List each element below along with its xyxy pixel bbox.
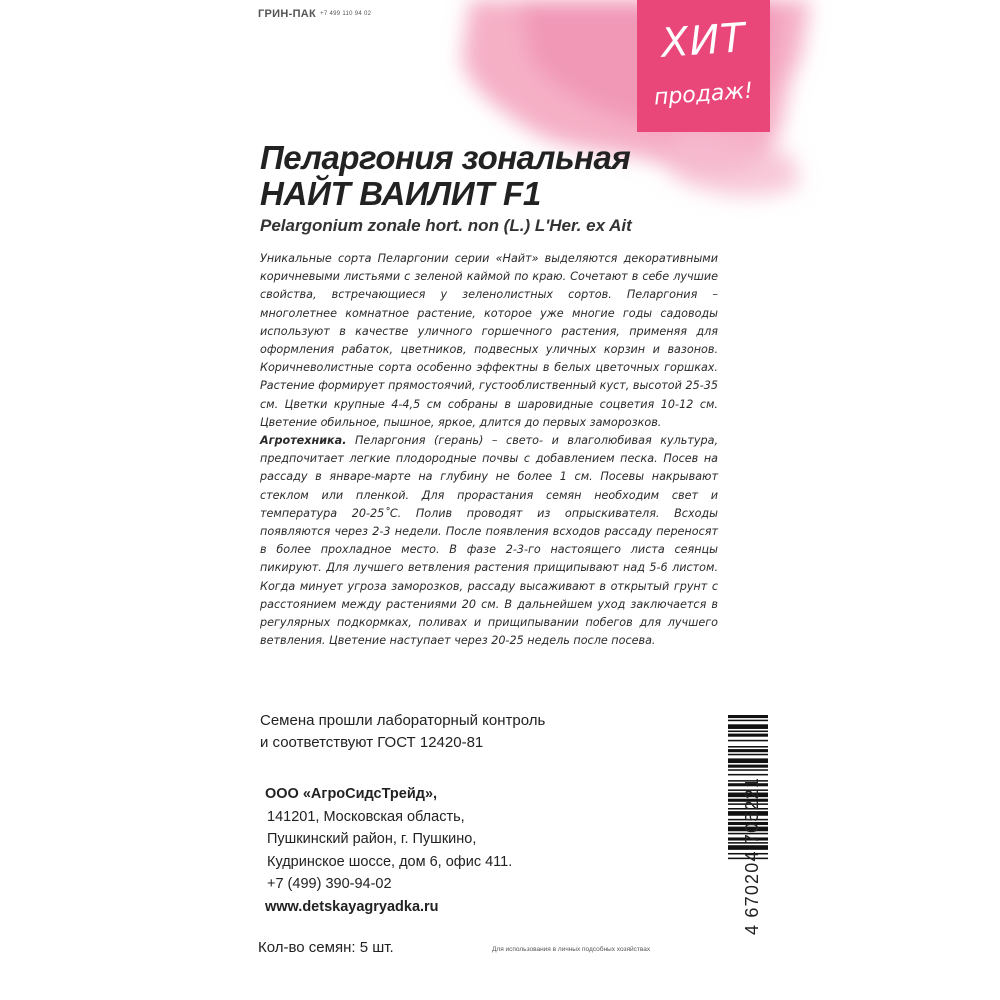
product-title-line2: НАЙТ ВАИЛИТ F1 <box>260 175 541 212</box>
company-address-line3: Кудринское шоссе, дом 6, офис 411. <box>267 853 513 870</box>
description-block <box>260 250 718 650</box>
company-info <box>265 783 512 918</box>
barcode-bar <box>728 715 768 718</box>
agrotechnics-paragraph <box>260 432 718 650</box>
company-phone: +7 (499) 390-94-02 <box>267 876 392 892</box>
certification-line1: Семена прошли лабораторный контроль <box>260 712 546 729</box>
brand-phone: +7 499 110 94 02 <box>320 11 372 18</box>
description-text: Уникальные сорта Пеларгонии серии «Найт» выделяются декоративными коричневыми листьями с зеленой каймой по краю. Сочетают в себе лучшие свойства, встречающиеся у зеленолистных сортов. Пеларгония – многолетнее комнатное растение, которое уже многие годы садоводы используют в качестве уличного горшечного растения, применяя для оформления рабаток, цветников, подвесных уличных корзин и вазонов. Коричневолистные сорта особенно эффектны в белых цветочных горшках. Растение формирует прямостоячий, густооблиственный куст, высотой 25-35 см. Цветки крупные 4-4,5 см собраны в шаровидные соцветия 10-12 см. Цветение обильное, пышное, яркое, длится до первых заморозков. <box>260 252 718 429</box>
badge-hit-text: ХИТ <box>659 15 748 67</box>
company-website: www.detskayagryadka.ru <box>265 898 439 915</box>
certification-note <box>260 710 545 754</box>
certification-line2: и соответствуют ГОСТ 12420-81 <box>260 734 484 751</box>
agrotechnics-lead: Агротехника. <box>260 434 347 448</box>
company-name: ООО «АгроСидсТрейд», <box>265 786 438 802</box>
barcode-number: 4 670204 705221 <box>742 776 762 935</box>
barcode-bar <box>728 720 768 722</box>
company-address-line1: 141201, Московская область, <box>267 808 465 825</box>
latin-name: Pelargonium zonale hort. non (L.) L'Her. ex Ait <box>260 216 632 235</box>
company-address-line2: Пушкинский район, г. Пушкино, <box>267 831 477 847</box>
agrotechnics-text: Пеларгония (герань) – свето- и влаголюбивая культура, предпочитает легкие плодородные почвы с добавлением песка. Посев на рассаду в январе-марте на глубину не более 1 см. Посевы накрывают стеклом или пленкой. Для прорастания семян необходим свет и температура 20-25˚С. Полив проводят из опрыскивателя. Всходы появляются через 2-3 недели. После появления всходов рассаду переносят в более прохладное место. В фазе 2-3-го настоящего листа сеянцы пикируют. Для лучшего ветвления растения прищипывают над 5-6 листом. Когда минует угроза заморозков, рассаду высаживают в открытый грунт с расстоянием между растениями 20 см. В дальнейшем уход заключается в регулярных подкормках, поливах и прищипывании побегов для лучшего ветвления. Цветение наступает через 20-25 недель после посева. <box>260 434 718 648</box>
usage-note: Для использования в личных подсобных хозяйствах <box>492 946 651 953</box>
brand-name: ГРИН-ПАК <box>258 8 317 20</box>
seeds-count: Кол-во семян: 5 шт. <box>258 939 394 956</box>
badge-sub-text: продаж! <box>653 78 754 111</box>
product-title-line1: Пеларгония зональная <box>260 139 631 176</box>
brand-logo <box>258 8 371 20</box>
bestseller-badge <box>637 0 770 132</box>
product-title <box>260 140 630 212</box>
